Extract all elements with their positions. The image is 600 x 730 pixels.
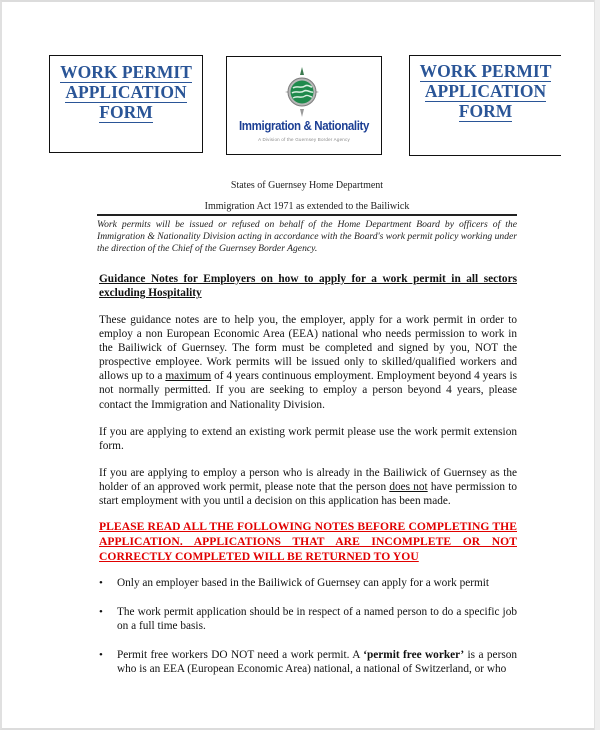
scrollbar-track[interactable]	[594, 0, 600, 730]
guidance-paragraph-2: If you are applying to extend an existing work permit please use the work permit extension form.	[99, 426, 517, 453]
bullet-icon: •	[99, 577, 103, 589]
department-line: States of Guernsey Home Department	[230, 180, 384, 191]
emphasis-maximum: maximum	[165, 370, 212, 383]
agency-logo	[226, 56, 382, 155]
logo-subtitle: A Division of the Guernsey Border Agency	[258, 137, 350, 142]
list-item: • The work permit application should be in respect of a named person to do a specific job on a full time basis.	[99, 606, 517, 633]
title-box-left	[49, 55, 203, 153]
bullet-icon: •	[99, 649, 103, 661]
emphasis-does-not: does not	[389, 481, 428, 494]
guidance-heading: Guidance Notes for Employers on how to apply for a work permit in all sectors excluding Hospitality	[99, 273, 517, 300]
horizontal-rule	[97, 214, 517, 216]
permit-free-worker-term: ‘permit free worker’	[363, 649, 465, 661]
title-line: APPLICATION	[65, 82, 187, 102]
title-line: FORM	[99, 102, 153, 122]
title-line: WORK PERMIT	[60, 62, 192, 82]
title-line: APPLICATION	[424, 81, 547, 101]
warning-notice: PLEASE READ ALL THE FOLLOWING NOTES BEFORE COMPLETING THE APPLICATION. APPLICATIONS THAT ARE INCOMPLETE OR NOT CORRECTLY COMPLETED WILL BE RETURNED TO YOU	[99, 520, 517, 563]
guidance-paragraph-1: These guidance notes are to help you, the employer, apply for a work permit in order to employ a non European Economic Area (EEA) national who needs permission to work in the Bailiwick of Guernsey. The form must be completed and signed by you, NOT the prospective employee. Work permits will be issued only to skilled/qualified workers and allows up to a maximum of 4 years continuous employment. Employment beyond 4 years is not normally permitted. If you are seeking to employ a person beyond 4 years, please contact the Immigration and Nationality Division.	[99, 314, 517, 411]
list-item: • Permit free workers DO NOT need a work permit. A ‘permit free worker’ is a person who is an EEA (European Economic Area) national, a national of Switzerland, or who	[99, 649, 518, 676]
title-line: FORM	[458, 101, 513, 121]
list-item: • Only an employer based in the Bailiwick of Guernsey can apply for a work permit	[99, 577, 490, 589]
guidance-paragraph-3: If you are applying to employ a person who is already in the Bailiwick of Guernsey as the holder of an approved work permit, please note that the person does not have permission to start employment with you until a decision on this application has been made.	[99, 467, 517, 508]
title-line: WORK PERMIT	[419, 61, 552, 81]
title-box-right	[409, 55, 561, 156]
bullet-icon: •	[99, 606, 103, 618]
compass-globe-emblem-icon	[285, 67, 319, 117]
logo-title: Immigration & Nationality	[238, 119, 370, 133]
act-line: Immigration Act 1971 as extended to the Bailiwick	[204, 201, 410, 212]
intro-paragraph: Work permits will be issued or refused on behalf of the Home Department Board by officers of the Immigration & Nationality Division acting in accordance with the Board's work permit policy working under the direction of the Chief of the Guernsey Border Agency.	[97, 219, 517, 254]
